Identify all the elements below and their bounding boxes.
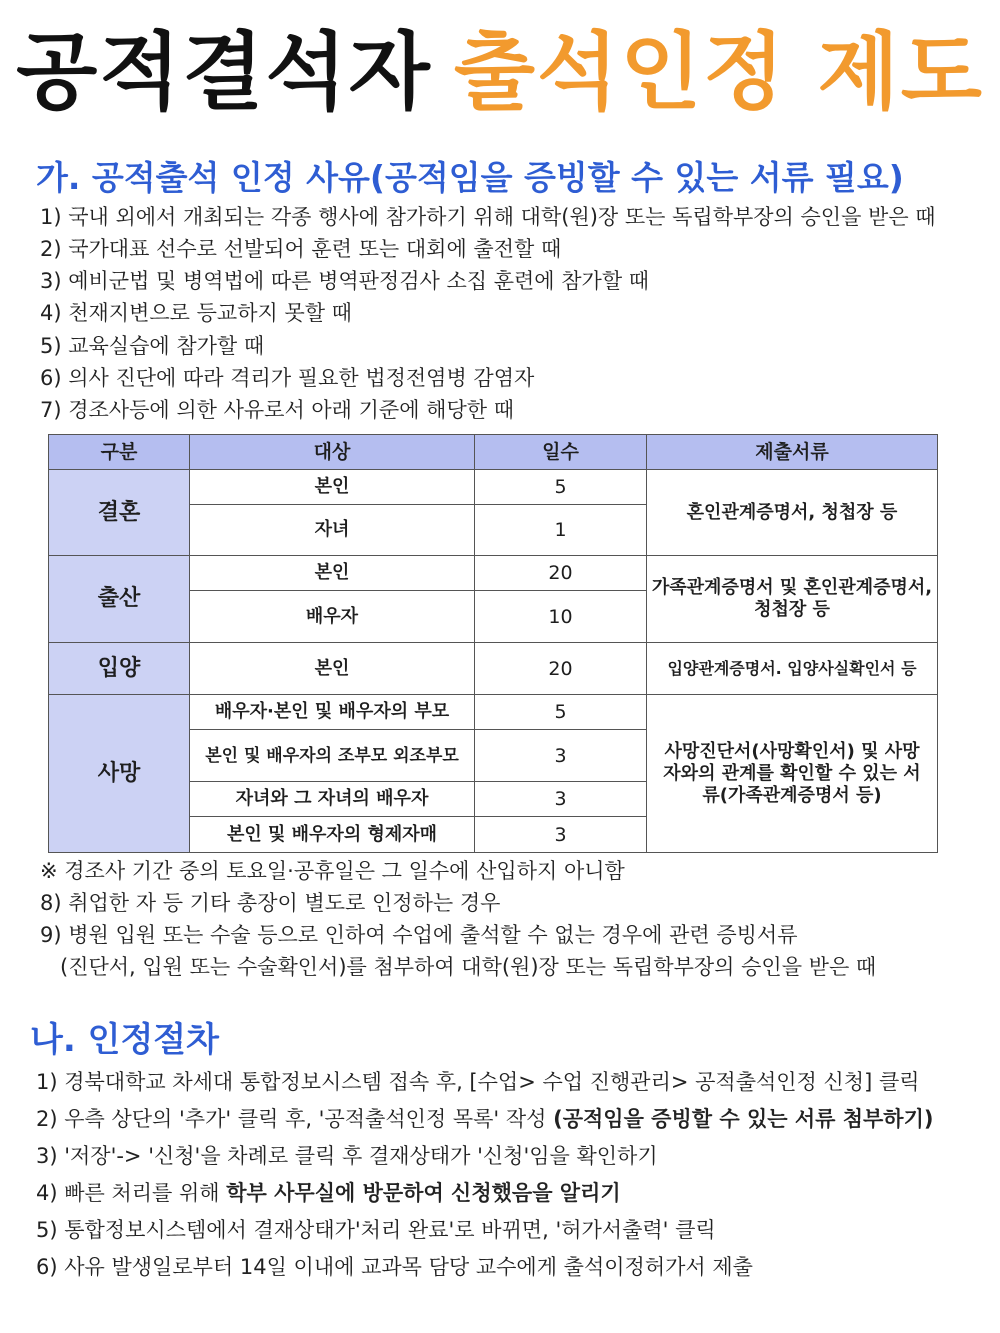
days-cell: 5 [475, 470, 647, 505]
target-cell: 자녀와 그 자녀의 배우자 [190, 782, 475, 817]
target-cell: 본인 [190, 556, 475, 591]
procedure-step [36, 1215, 716, 1245]
reason-item: 9) 병원 입원 또는 수술 등으로 인하여 수업에 출석할 수 없는 경우에 관련 증빙서류 [40, 923, 798, 947]
reason-item: 3) 예비군법 및 병역법에 따른 병역판정검사 소집 훈련에 참가할 때 [40, 269, 650, 293]
step-text: 4) 빠른 처리를 위해 [36, 1181, 227, 1205]
days-cell: 20 [475, 556, 647, 591]
reason-item: 2) 국가대표 선수로 선발되어 훈련 또는 대회에 출전할 때 [40, 237, 562, 261]
days-cell: 3 [475, 730, 647, 782]
documents-cell: 사망진단서(사망확인서) 및 사망자와의 관계를 확인할 수 있는 서류(가족관계증명서 등) [647, 695, 938, 853]
reason-item-continued: (진단서, 입원 또는 수술확인서)를 첨부하여 대학(원)장 또는 독립학부장의 승인을 받은 때 [60, 955, 877, 979]
procedure-step [36, 1104, 933, 1134]
page-title-accent: 출석인정 제도 [453, 23, 984, 121]
section1-heading: 가. 공적출석 인정 사유(공적임을 증빙할 수 있는 서류 필요) [36, 158, 904, 197]
target-cell: 본인 [190, 643, 475, 695]
step-text: 5) 통합정보시스템에서 결재상태가'처리 완료'로 바뀌면, '허가서출력' 클릭 [36, 1218, 716, 1242]
step-text: 6) 사유 발생일로부터 14일 이내에 교과목 담당 교수에게 출석이정허가서 제출 [36, 1255, 753, 1279]
target-cell: 본인 및 배우자의 형제자매 [190, 817, 475, 853]
step-text: 1) 경북대학교 차세대 통합정보시스템 접속 후, [수업> 수업 진행관리> 공적출석인정 신청] 클릭 [36, 1070, 920, 1094]
header-documents: 제출서류 [647, 435, 938, 470]
category-cell: 출산 [49, 556, 190, 643]
header-category: 구분 [49, 435, 190, 470]
table-row [49, 556, 938, 591]
table-note: ※ 경조사 기간 중의 토요일·공휴일은 그 일수에 산입하지 아니함 [40, 859, 625, 883]
reason-item: 6) 의사 진단에 따라 격리가 필요한 법정전염병 감염자 [40, 366, 535, 390]
documents-cell: 혼인관계증명서, 청첩장 등 [647, 470, 938, 556]
step-text: 3) '저장'-> '신청'을 차례로 클릭 후 결재상태가 '신청'임을 확인하기 [36, 1144, 658, 1168]
procedure-step [36, 1067, 920, 1097]
category-cell: 사망 [49, 695, 190, 853]
category-cell: 결혼 [49, 470, 190, 556]
reason-item: 7) 경조사등에 의한 사유로서 아래 기준에 해당한 때 [40, 398, 514, 422]
days-cell: 1 [475, 505, 647, 556]
table-header-row [49, 435, 938, 470]
header-days: 일수 [475, 435, 647, 470]
step-emphasis: (공적임을 증빙할 수 있는 서류 첨부하기) [553, 1107, 934, 1131]
documents-cell: 입양관계증명서. 입양사실확인서 등 [647, 643, 938, 695]
target-cell: 자녀 [190, 505, 475, 556]
page-title [0, 22, 1000, 122]
table-row [49, 470, 938, 505]
table-row [49, 643, 938, 695]
table-row [49, 695, 938, 730]
step-emphasis: 학부 사무실에 방문하여 신청했음을 알리기 [226, 1181, 621, 1205]
category-cell: 입양 [49, 643, 190, 695]
target-cell: 배우자 [190, 591, 475, 643]
reason-item: 5) 교육실습에 참가할 때 [40, 334, 265, 358]
procedure-step [36, 1178, 621, 1208]
target-cell: 본인 [190, 470, 475, 505]
days-cell: 3 [475, 817, 647, 853]
header-target: 대상 [190, 435, 475, 470]
procedure-step [36, 1141, 658, 1171]
documents-cell: 가족관계증명서 및 혼인관계증명서, 청첩장 등 [647, 556, 938, 643]
days-cell: 5 [475, 695, 647, 730]
page-title-main: 공적결석자 [16, 23, 432, 121]
procedure-step [36, 1252, 753, 1282]
days-cell: 20 [475, 643, 647, 695]
section2-heading: 나. 인정절차 [30, 1020, 219, 1060]
reason-item: 8) 취업한 자 등 기타 총장이 별도로 인정하는 경우 [40, 891, 501, 915]
reason-item: 4) 천재지변으로 등교하지 못할 때 [40, 301, 352, 325]
target-cell: 본인 및 배우자의 조부모 외조부모 [190, 730, 475, 782]
days-cell: 3 [475, 782, 647, 817]
condolence-table [48, 434, 938, 853]
target-cell: 배우자·본인 및 배우자의 부모 [190, 695, 475, 730]
step-text: 2) 우측 상단의 '추가' 클릭 후, '공적출석인정 목록' 작성 [36, 1107, 554, 1131]
reason-item: 1) 국내 외에서 개최되는 각종 행사에 참가하기 위해 대학(원)장 또는 독립학부장의 승인을 받은 때 [40, 205, 936, 229]
days-cell: 10 [475, 591, 647, 643]
